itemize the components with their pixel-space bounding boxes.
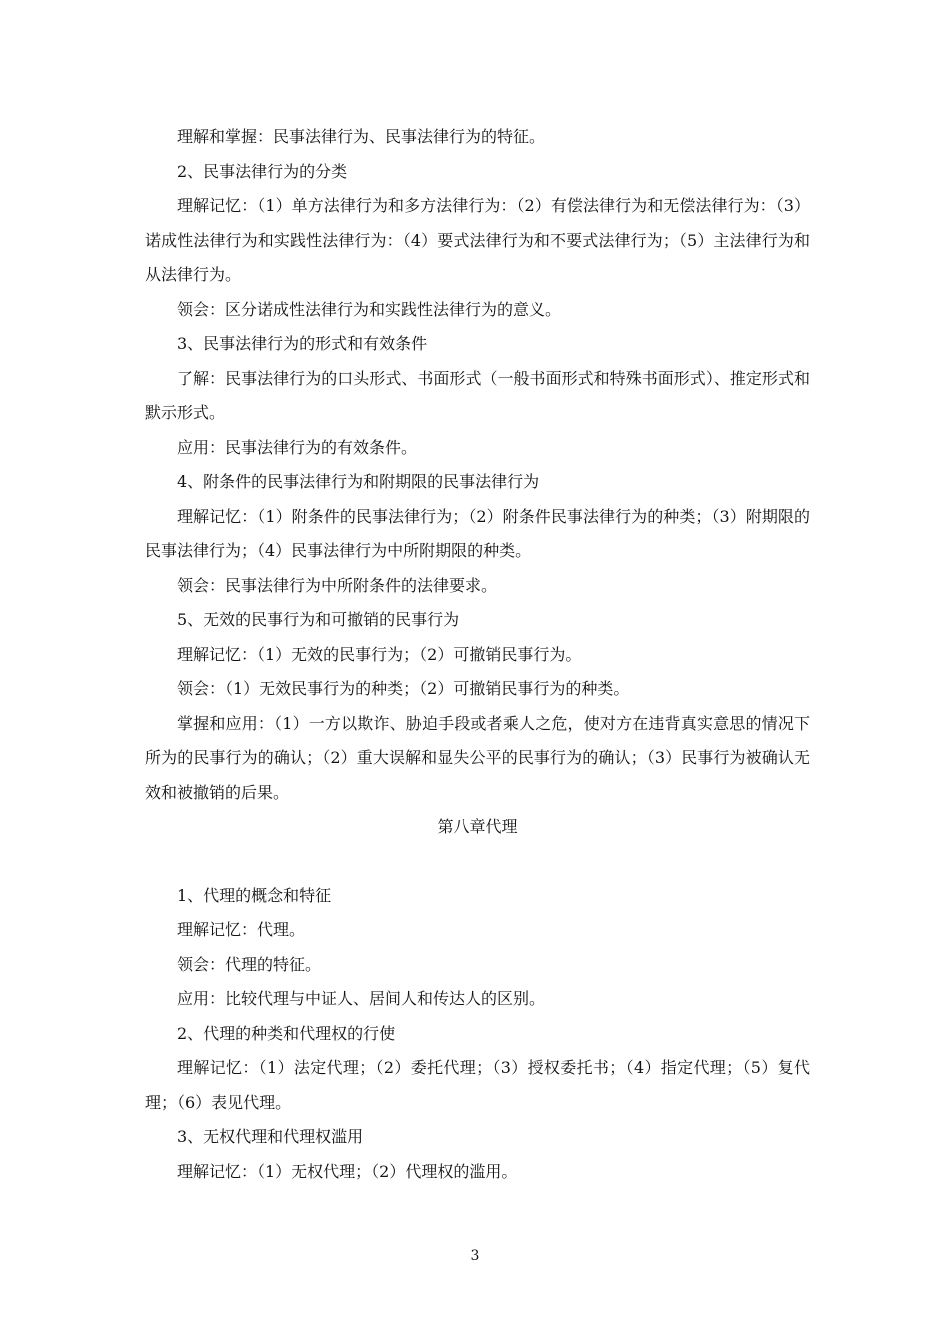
paragraph: 理解记忆：（1）单方法律行为和多方法律行为：（2）有偿法律行为和无偿法律行为：（3）诺成性法律行为和实践性法律行为：（4）要式法律行为和不要式法律行为；（5）主法律行为和从法律行为。 xyxy=(145,196,810,284)
paragraph: 理解记忆：（1）法定代理；（2）委托代理；（3）授权委托书；（4）指定代理；（5）复代理；（6）表见代理。 xyxy=(145,1058,810,1112)
paragraph: 领会：代理的特征。 xyxy=(177,954,322,974)
paragraph: 理解记忆：代理。 xyxy=(177,920,306,939)
paragraph: 应用：民事法律行为的有效条件。 xyxy=(177,437,418,457)
section-heading: 5、无效的民事行为和可撤销的民事行为 xyxy=(177,610,460,629)
paragraph: 领会：（1）无效民事行为的种类；（2）可撤销民事行为的种类。 xyxy=(177,679,630,698)
chapter-title: 第八章代理 xyxy=(437,817,518,836)
paragraph: 理解记忆：（1）无权代理；（2）代理权的滥用。 xyxy=(177,1161,518,1181)
section-heading: 2、民事法律行为的分类 xyxy=(177,161,348,181)
page-content xyxy=(145,120,810,1189)
paragraph: 掌握和应用：（1）一方以欺诈、胁迫手段或者乘人之危，使对方在违背真实意思的情况下所为的民事行为的确认；（2）重大误解和显失公平的民事行为的确认；（3）民事行为被确认无效和被撤销的后果。 xyxy=(145,713,810,802)
paragraph: 了解：民事法律行为的口头形式、书面形式（一般书面形式和特殊书面形式）、推定形式和默示形式。 xyxy=(145,368,810,422)
paragraph: 领会：区分诺成性法律行为和实践性法律行为的意义。 xyxy=(177,299,562,319)
section-heading: 3、民事法律行为的形式和有效条件 xyxy=(177,334,428,353)
section-heading: 4、附条件的民事法律行为和附期限的民事法律行为 xyxy=(177,472,540,491)
paragraph: 领会：民事法律行为中所附条件的法律要求。 xyxy=(177,575,498,595)
paragraph: 理解记忆：（1）无效的民事行为；（2）可撤销民事行为。 xyxy=(177,644,582,664)
section-heading: 3、无权代理和代理权滥用 xyxy=(177,1127,364,1146)
page-number: 3 xyxy=(470,1248,480,1264)
section-heading: 1、代理的概念和特征 xyxy=(177,885,332,905)
paragraph: 理解和掌握：民事法律行为、民事法律行为的特征。 xyxy=(177,127,546,146)
paragraph: 理解记忆：（1）附条件的民事法律行为；（2）附条件民事法律行为的种类；（3）附期限的民事法律行为；（4）民事法律行为中所附期限的种类。 xyxy=(145,506,810,560)
section-heading: 2、代理的种类和代理权的行使 xyxy=(177,1023,396,1043)
paragraph: 应用：比较代理与中证人、居间人和传达人的区别。 xyxy=(177,989,546,1008)
